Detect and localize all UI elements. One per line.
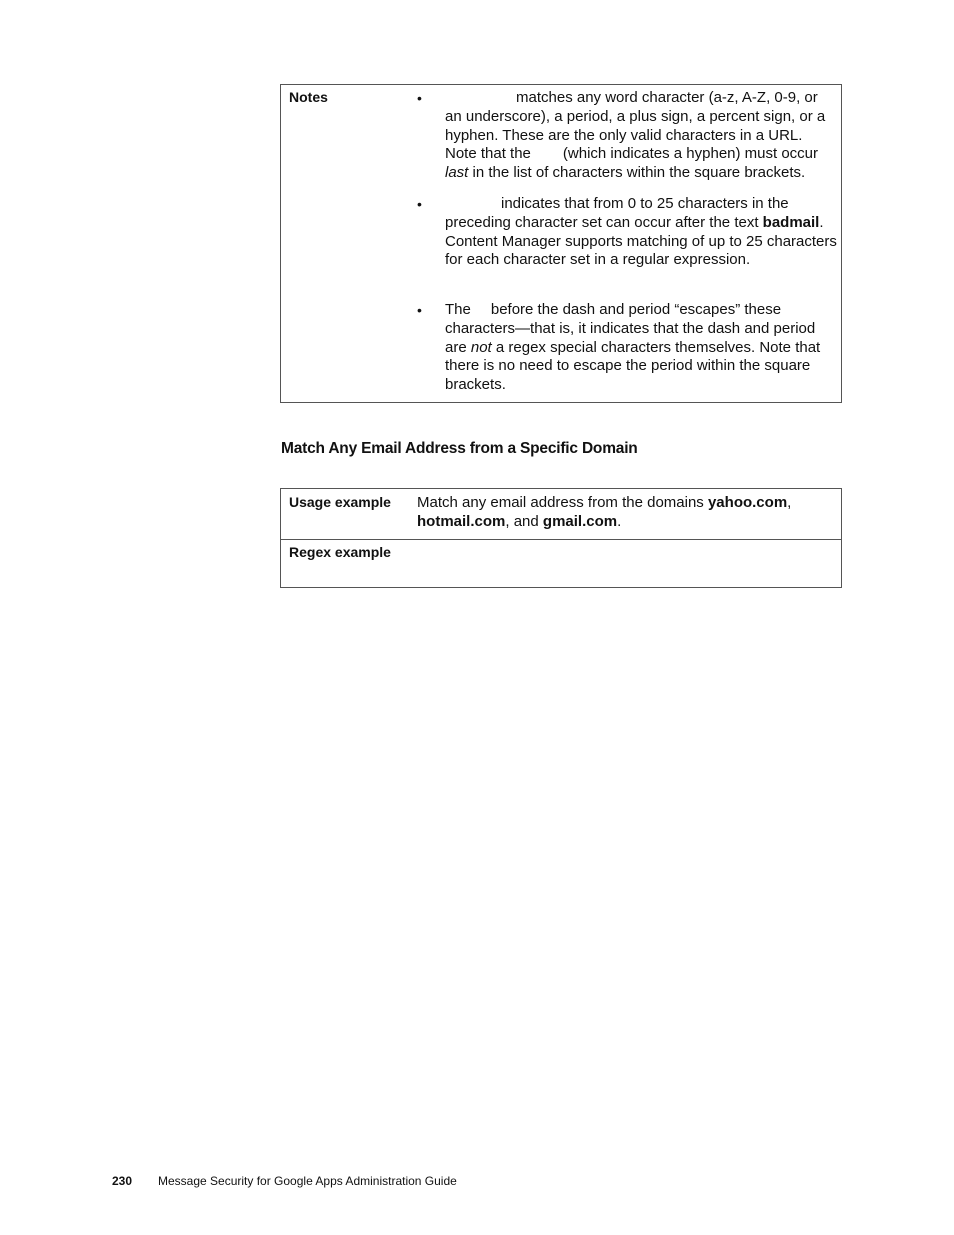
page-number: 230 [112, 1174, 133, 1188]
notes-item-3-text-c: a regex special characters themselves. Note that there is no need to escape the period within the square brackets. [445, 338, 821, 394]
usage-text: Match any email address from the domains [417, 494, 704, 511]
example-table [280, 488, 842, 588]
usage-example-label: Usage example [289, 494, 391, 510]
regex-example-label: Regex example [289, 544, 391, 560]
notes-item-2 [445, 195, 837, 270]
table-divider [281, 539, 841, 540]
usage-example-text [417, 493, 837, 531]
separator-1: , [787, 494, 792, 511]
notes-table [280, 84, 842, 403]
notes-item-2-text-a: indicates that from 0 to 25 characters in the preceding character set can occur after the text [445, 195, 789, 231]
notes-label: Notes [289, 89, 328, 105]
notes-item-3-text-a: The [445, 301, 471, 318]
domain-gmail: gmail.com [542, 513, 618, 530]
notes-item-1 [445, 89, 837, 183]
domain-yahoo: yahoo.com [707, 494, 788, 511]
domain-hotmail: hotmail.com [417, 513, 506, 530]
notes-item-3-text-b: before the dash and period “escapes” these characters—that is, it indicates that the dash and period are [445, 301, 816, 356]
separator-2: , and [505, 513, 539, 530]
notes-item-1-text-a: matches any word character (a-z, A-Z, 0-9, or an underscore), a period, a plus sign, a percent sign, or a hyphen. These are the only valid characters in a URL. Note that the [445, 89, 826, 163]
notes-item-2-strong: badmail [762, 213, 820, 231]
bullet-1: • [417, 90, 422, 106]
bullet-2: • [417, 196, 422, 212]
bullet-3: • [417, 302, 422, 318]
notes-item-1-emphasis: last [445, 164, 469, 182]
footer-title: Message Security for Google Apps Administration Guide [158, 1174, 457, 1188]
notes-item-2-text-b: . Content Manager supports matching of up to 25 characters for each character set in a regular expression. [445, 213, 837, 269]
notes-item-3-emphasis: not [470, 338, 492, 356]
notes-item-1-text-b: (which indicates a hyphen) must occur [562, 145, 819, 163]
notes-item-3 [445, 301, 837, 395]
section-heading: Match Any Email Address from a Specific Domain [281, 440, 638, 457]
notes-item-1-text-c: in the list of characters within the square brackets. [472, 164, 806, 182]
sentence-end: . [617, 513, 622, 530]
